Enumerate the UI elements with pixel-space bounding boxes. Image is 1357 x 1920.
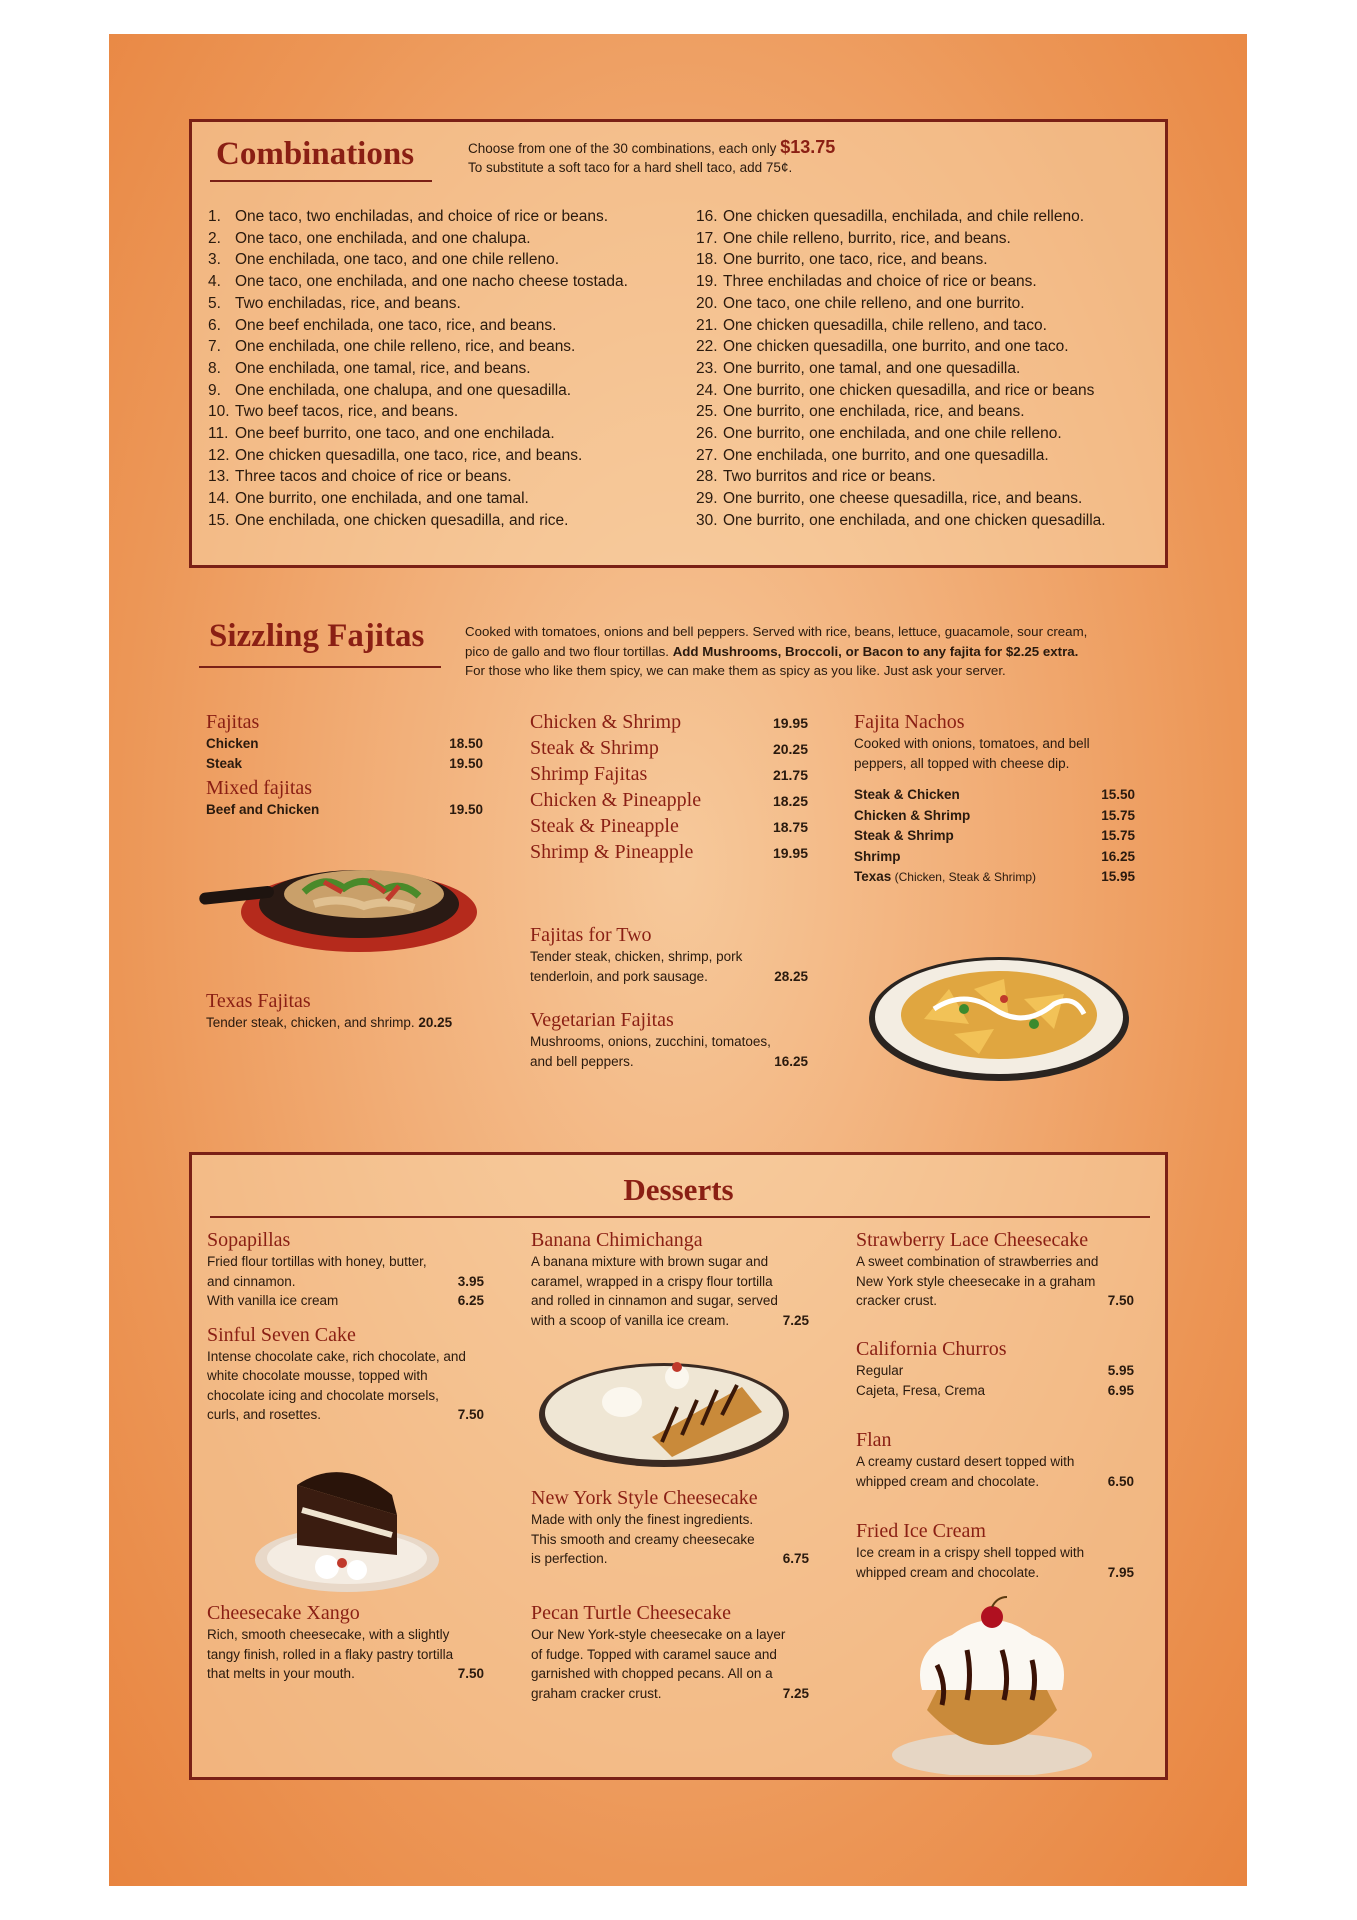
fajita-item-name: Chicken & Shrimp [530, 711, 682, 733]
ny-cheesecake-price: 6.75 [782, 1551, 809, 1566]
mixed-fajitas-label: Beef and Chicken [206, 802, 320, 817]
pecan-turtle-desc-line: Our New York-style cheesecake on a layer [531, 1627, 786, 1642]
combination-item [696, 466, 1166, 488]
nachos-item-price: 15.50 [1101, 787, 1135, 802]
fajita-item-price: 18.25 [772, 793, 808, 809]
combination-item [696, 228, 1166, 250]
combinations-list-right [696, 206, 1166, 532]
combination-number: 20. [696, 294, 718, 312]
fajitas-title: Sizzling Fajitas [209, 618, 425, 654]
sinful-seven-desc-line: chocolate icing and chocolate morsels, [207, 1387, 439, 1403]
combination-number: 9. [208, 381, 221, 399]
strawberry-lace-row [856, 1291, 1134, 1311]
mixed-fajitas-price: 19.50 [449, 802, 483, 817]
fajitas-left-column [206, 710, 483, 820]
combination-text: One taco, one enchilada, and one chalupa. [235, 229, 531, 247]
combination-text: One enchilada, one taco, and one chile relleno. [235, 251, 560, 269]
combination-number: 27. [696, 446, 718, 464]
fajitas-middle-column [530, 710, 808, 866]
combination-number: 16. [696, 208, 718, 225]
combination-item [696, 206, 1166, 228]
sinful-seven-desc-block [207, 1347, 507, 1425]
fajitas-for-two-desc2: tenderloin, and pork sausage. [530, 968, 708, 984]
cheesecake-xango-desc-line: that melts in your mouth. [207, 1666, 355, 1681]
sinful-seven-desc-line: curls, and rosettes. [207, 1407, 322, 1422]
nachos-item-note: (Chicken, Steak & Shrimp) [891, 870, 1036, 884]
pecan-turtle-desc-line: of fudge. Topped with caramel sauce and [531, 1646, 777, 1662]
combination-text: One beef enchilada, one taco, rice, and beans. [235, 316, 557, 334]
flan-heading: Flan [856, 1429, 892, 1451]
nachos-item-name: Steak & Chicken [854, 787, 960, 802]
fried-ice-cream-desc1: Ice cream in a crispy shell topped with [856, 1545, 1085, 1560]
sinful-seven-desc-line: white chocolate mousse, topped with [207, 1368, 428, 1383]
fried-ice-cream [856, 1519, 1137, 1582]
fajita-nachos-desc2: peppers, all topped with cheese dip. [854, 755, 1070, 771]
fajitas-desc-line2 [465, 642, 1225, 662]
strawberry-lace-heading: Strawberry Lace Cheesecake [856, 1229, 1089, 1251]
combinations-intro [468, 138, 835, 177]
churros-regular-row [856, 1361, 1134, 1381]
fajitas-desc-line1: Cooked with tomatoes, onions and bell peppers. Served with rice, beans, lettuce, guacamole, sour cream, [465, 624, 1088, 639]
fajitas-for-two [530, 923, 808, 986]
combination-text: One burrito, one cheese quesadilla, rice, and beans. [723, 490, 1083, 508]
cheesecake-xango-desc-line: Rich, smooth cheesecake, with a slightly [207, 1627, 450, 1642]
combination-number: 21. [696, 316, 718, 334]
combination-item [696, 358, 1166, 380]
combination-number: 3. [208, 251, 221, 269]
combination-item [208, 336, 678, 358]
combination-text: Two burritos and rice or beans. [723, 468, 936, 486]
nachos-item-name: Shrimp [854, 848, 901, 864]
combination-item [696, 401, 1166, 423]
combination-text: One burrito, one enchilada, and one chile relleno. [723, 425, 1062, 443]
flan-desc1: A creamy custard desert topped with [856, 1454, 1075, 1469]
banana-chimichanga-heading: Banana Chimichanga [531, 1229, 703, 1251]
pecan-turtle-heading: Pecan Turtle Cheesecake [531, 1602, 731, 1624]
fajitas-chicken-price: 18.50 [449, 736, 483, 751]
ny-cheesecake-row [531, 1549, 809, 1569]
combination-text: One burrito, one enchilada, and one tamal. [235, 490, 529, 508]
vegetarian-fajitas-desc1: Mushrooms, onions, zucchini, tomatoes, [530, 1034, 771, 1049]
combination-item [696, 380, 1166, 402]
combination-number: 11. [208, 425, 229, 443]
combination-text: One taco, one enchilada, and one nacho cheese tostada. [235, 273, 628, 291]
fajitas-for-two-heading: Fajitas for Two [530, 924, 652, 946]
combination-number: 13. [208, 468, 230, 486]
fajita-item-price: 19.95 [772, 845, 808, 861]
desserts-left-column [207, 1228, 507, 1425]
texas-fajitas-line [206, 1013, 496, 1033]
combinations-list-left [208, 206, 678, 532]
banana-chimichanga-desc-line: and rolled in cinnamon and sugar, served [531, 1293, 778, 1308]
combination-text: One enchilada, one chicken quesadilla, and rice. [235, 511, 569, 529]
fajita-item-row [530, 840, 808, 866]
sopapillas-desc2: and cinnamon. [207, 1273, 296, 1289]
sinful-seven-cake-image [247, 1455, 447, 1595]
cheesecake-xango-price: 7.50 [457, 1666, 484, 1681]
fajitas-desc-line2a: pico de gallo and two flour tortillas. [465, 643, 673, 659]
combination-number: 26. [696, 425, 718, 443]
nachos-item-price: 15.75 [1101, 807, 1135, 823]
combination-text: One chicken quesadilla, enchilada, and chile relleno. [723, 208, 1085, 225]
combination-item [208, 466, 678, 488]
fajitas-title-rule [199, 666, 441, 668]
fajita-item-price: 20.25 [772, 741, 808, 757]
mixed-fajitas-row [206, 800, 483, 820]
banana-chimichanga [531, 1228, 813, 1330]
sopapillas-row [207, 1272, 484, 1292]
vegetarian-fajitas-desc2: and bell peppers. [530, 1053, 634, 1069]
fajita-item-price: 21.75 [772, 767, 808, 783]
fajita-item-name: Shrimp & Pineapple [530, 841, 694, 863]
combination-item [696, 423, 1166, 445]
nachos-item-name: Texas [854, 869, 892, 884]
combinations-intro-text: Choose from one of the 30 combinations, each only [468, 141, 777, 156]
combination-text: One burrito, one chicken quesadilla, and rice or beans [723, 381, 1095, 399]
strawberry-lace-price: 7.50 [1107, 1293, 1134, 1308]
fajitas-chicken-row [206, 734, 483, 754]
combination-item [696, 510, 1166, 532]
combination-item [208, 358, 678, 380]
combination-number: 5. [208, 294, 221, 312]
banana-chimichanga-price: 7.25 [782, 1312, 809, 1328]
combination-item [208, 380, 678, 402]
nachos-item-row [854, 847, 1135, 868]
combination-text: One chicken quesadilla, chile relleno, and taco. [723, 316, 1047, 334]
vegetarian-fajitas-row [530, 1052, 808, 1072]
fried-ice-cream-row [856, 1563, 1134, 1583]
vegetarian-fajitas-price: 16.25 [774, 1053, 808, 1069]
combinations-title-rule [210, 180, 432, 182]
cheesecake-xango [207, 1601, 507, 1684]
strawberry-lace-desc-line: A sweet combination of strawberries and [856, 1254, 1099, 1269]
mixed-fajitas-heading: Mixed fajitas [206, 777, 313, 799]
sopapillas-ice-price: 6.25 [457, 1293, 484, 1308]
ny-cheesecake-desc-line: Made with only the finest ingredients. [531, 1512, 754, 1527]
sinful-seven-desc-line: Intense chocolate cake, rich chocolate, and [207, 1348, 466, 1364]
desserts-box [189, 1152, 1168, 1780]
california-churros [856, 1337, 1137, 1400]
combination-item [208, 249, 678, 271]
pecan-turtle-row [531, 1684, 809, 1704]
nachos-item-row [854, 826, 1135, 847]
churros-flavors-label: Cajeta, Fresa, Crema [856, 1382, 986, 1398]
combination-text: Two enchiladas, rice, and beans. [235, 294, 461, 312]
fajita-item-row [530, 788, 808, 814]
combination-item [208, 510, 678, 532]
sopapillas-desc1: Fried flour tortillas with honey, butter, [207, 1254, 427, 1269]
fajitas-desc-line3: For those who like them spicy, we can make them as spicy as you like. Just ask your server. [465, 663, 1006, 678]
banana-chimichanga-row [531, 1311, 809, 1331]
combination-number: 25. [696, 403, 718, 421]
pecan-turtle-desc-line: graham cracker crust. [531, 1685, 662, 1701]
fajita-item-name: Chicken & Pineapple [530, 789, 702, 811]
nachos-item-row [854, 867, 1135, 888]
pecan-turtle-cheesecake [531, 1601, 813, 1703]
california-churros-heading: California Churros [856, 1338, 1007, 1360]
texas-fajitas [206, 989, 496, 1033]
combination-item [208, 488, 678, 510]
sinful-seven-heading: Sinful Seven Cake [207, 1323, 356, 1346]
combination-number: 2. [208, 229, 221, 247]
flan-desc2: whipped cream and chocolate. [856, 1473, 1040, 1489]
combination-item [696, 315, 1166, 337]
churros-flavors-row [856, 1381, 1134, 1401]
churros-regular-label: Regular [856, 1363, 904, 1378]
combination-item [696, 293, 1166, 315]
combination-text: One enchilada, one chalupa, and one quesadilla. [235, 381, 572, 399]
combination-item [696, 488, 1166, 510]
combination-text: One chile relleno, burrito, rice, and beans. [723, 229, 1011, 247]
fajita-item-row [530, 814, 808, 840]
combination-number: 4. [208, 273, 221, 291]
sopapillas-ice-row [207, 1291, 484, 1311]
nachos-item-row [854, 785, 1135, 806]
combination-text: One burrito, one enchilada, and one chicken quesadilla. [723, 511, 1106, 529]
fajita-nachos-image [864, 949, 1134, 1089]
combination-item [696, 336, 1166, 358]
combination-number: 24. [696, 381, 718, 399]
fajita-item-name: Shrimp Fajitas [530, 763, 648, 785]
combination-text: One taco, two enchiladas, and choice of rice or beans. [235, 208, 609, 225]
churros-regular-price: 5.95 [1107, 1363, 1134, 1378]
fajitas-chicken-label: Chicken [206, 736, 259, 751]
combinations-price: $13.75 [780, 137, 836, 157]
combination-text: One enchilada, one tamal, rice, and beans. [235, 359, 531, 377]
nachos-item-row [854, 806, 1135, 827]
combination-text: One burrito, one enchilada, rice, and beans. [723, 403, 1025, 421]
fried-ice-cream-image [882, 1595, 1102, 1775]
combination-item [208, 315, 678, 337]
vegetarian-fajitas-heading: Vegetarian Fajitas [530, 1009, 674, 1031]
combination-item [696, 249, 1166, 271]
fajita-item-price: 18.75 [772, 819, 808, 835]
fajita-item-row [530, 736, 808, 762]
combination-number: 17. [696, 229, 718, 247]
combination-number: 15. [208, 511, 230, 529]
combination-number: 1. [208, 208, 221, 225]
nachos-item-name: Steak & Shrimp [854, 828, 954, 843]
flan-price: 6.50 [1107, 1473, 1134, 1489]
combination-text: One enchilada, one burrito, and one quesadilla. [723, 446, 1049, 464]
fajitas-description [465, 622, 1225, 681]
combination-item [208, 206, 678, 228]
cheesecake-xango-desc-line: tangy finish, rolled in a flaky pastry tortilla [207, 1646, 454, 1662]
nachos-item-price: 16.25 [1101, 848, 1135, 864]
combination-number: 29. [696, 490, 718, 508]
combination-text: One burrito, one tamal, and one quesadilla. [723, 359, 1021, 377]
strawberry-lace-desc-line: New York style cheesecake in a graham [856, 1273, 1096, 1289]
fajita-nachos [854, 710, 1135, 888]
combination-number: 18. [696, 251, 718, 269]
combination-item [208, 293, 678, 315]
sopapillas-heading: Sopapillas [207, 1229, 291, 1251]
sinful-seven-price: 7.50 [457, 1407, 484, 1422]
fajitas-for-two-price: 28.25 [774, 968, 808, 984]
combination-text: One taco, one chile relleno, and one burrito. [723, 294, 1025, 312]
combination-item [208, 228, 678, 250]
pecan-turtle-price: 7.25 [782, 1685, 809, 1701]
combination-number: 14. [208, 490, 230, 508]
fajitas-steak-price: 19.50 [449, 755, 483, 771]
combination-item [208, 271, 678, 293]
combination-item [208, 401, 678, 423]
desserts-title: Desserts [623, 1172, 734, 1207]
menu-page [109, 34, 1247, 1886]
fried-ice-cream-desc2: whipped cream and chocolate. [856, 1564, 1040, 1580]
combination-number: 30. [696, 511, 718, 529]
combination-number: 8. [208, 359, 221, 377]
nachos-item-price: 15.75 [1101, 828, 1135, 843]
combination-number: 7. [208, 338, 221, 356]
combination-item [696, 445, 1166, 467]
nachos-item-name: Chicken & Shrimp [854, 807, 971, 823]
churros-flavors-price: 6.95 [1107, 1382, 1134, 1398]
combination-item [696, 271, 1166, 293]
cheesecake-xango-row [207, 1664, 484, 1684]
fajita-item-name: Steak & Pineapple [530, 815, 679, 837]
fajita-nachos-heading: Fajita Nachos [854, 711, 965, 733]
fajitas-for-two-desc1: Tender steak, chicken, shrimp, pork [530, 949, 743, 964]
texas-fajitas-heading: Texas Fajitas [206, 990, 311, 1012]
combination-number: 19. [696, 273, 718, 291]
combinations-box [189, 119, 1168, 568]
combination-text: Three enchiladas and choice of rice or beans. [723, 273, 1037, 291]
cheesecake-xango-heading: Cheesecake Xango [207, 1602, 360, 1624]
combination-text: One enchilada, one chile relleno, rice, and beans. [235, 338, 576, 356]
sinful-seven-row [207, 1405, 484, 1425]
fajita-nachos-desc1: Cooked with onions, tomatoes, and bell [854, 736, 1090, 751]
combination-text: One beef burrito, one taco, and one enchilada. [235, 425, 555, 443]
combination-text: One burrito, one taco, rice, and beans. [723, 251, 988, 269]
fajita-item-row [530, 762, 808, 788]
banana-chimichanga-desc-line: with a scoop of vanilla ice cream. [531, 1312, 730, 1328]
combination-text: Three tacos and choice of rice or beans. [235, 468, 512, 486]
fajita-skillet-image [199, 834, 489, 969]
ny-cheesecake-desc-line: This smooth and creamy cheesecake [531, 1531, 755, 1547]
combination-number: 12. [208, 446, 230, 464]
fajitas-heading: Fajitas [206, 711, 260, 733]
combination-text: One chicken quesadilla, one burrito, and one taco. [723, 338, 1069, 356]
combination-text: Two beef tacos, rice, and beans. [235, 403, 459, 421]
fajitas-for-two-row [530, 967, 808, 987]
combination-number: 6. [208, 316, 221, 334]
ny-cheesecake-desc-line: is perfection. [531, 1551, 608, 1566]
fajita-nachos-list [854, 785, 1135, 888]
fajitas-steak-label: Steak [206, 755, 243, 771]
fajitas-extras-note: Add Mushrooms, Broccoli, or Bacon to any fajita for $2.25 extra. [672, 643, 1079, 659]
texas-fajitas-desc: Tender steak, chicken, and shrimp. [206, 1015, 415, 1030]
combination-item [208, 445, 678, 467]
combinations-title: Combinations [216, 136, 415, 172]
combinations-substitute-note: To substitute a soft taco for a hard shell taco, add 75¢. [468, 160, 793, 175]
banana-chimichanga-desc-line: caramel, wrapped in a crispy flour tortilla [531, 1273, 773, 1289]
fried-ice-cream-price: 7.95 [1107, 1564, 1134, 1580]
combination-number: 23. [696, 359, 718, 377]
sopapillas-price: 3.95 [457, 1273, 484, 1289]
banana-chimichanga-desc-line: A banana mixture with brown sugar and [531, 1254, 769, 1269]
desserts-title-rule [210, 1216, 1150, 1218]
texas-fajitas-price: 20.25 [418, 1015, 453, 1030]
sopapillas-ice-label: With vanilla ice cream [207, 1293, 339, 1308]
ny-cheesecake-heading: New York Style Cheesecake [531, 1487, 758, 1509]
vegetarian-fajitas [530, 1008, 808, 1071]
strawberry-lace-desc-line: cracker crust. [856, 1293, 938, 1308]
fajita-item-price: 19.95 [772, 715, 808, 731]
combination-item [208, 423, 678, 445]
fried-ice-cream-heading: Fried Ice Cream [856, 1520, 986, 1542]
flan-row [856, 1472, 1134, 1492]
nachos-item-price: 15.95 [1101, 869, 1135, 884]
banana-chimichanga-image [537, 1347, 792, 1472]
combination-number: 10. [208, 403, 230, 421]
fajitas-steak-row [206, 754, 483, 774]
combination-number: 22. [696, 338, 718, 356]
pecan-turtle-desc-line: garnished with chopped pecans. All on a [531, 1666, 773, 1681]
fajita-item-name: Steak & Shrimp [530, 737, 659, 759]
flan [856, 1428, 1137, 1491]
ny-cheesecake [531, 1486, 813, 1569]
strawberry-lace-cheesecake [856, 1228, 1137, 1311]
combination-number: 28. [696, 468, 718, 486]
fajita-item-row [530, 710, 808, 736]
combination-text: One chicken quesadilla, one taco, rice, and beans. [235, 446, 583, 464]
